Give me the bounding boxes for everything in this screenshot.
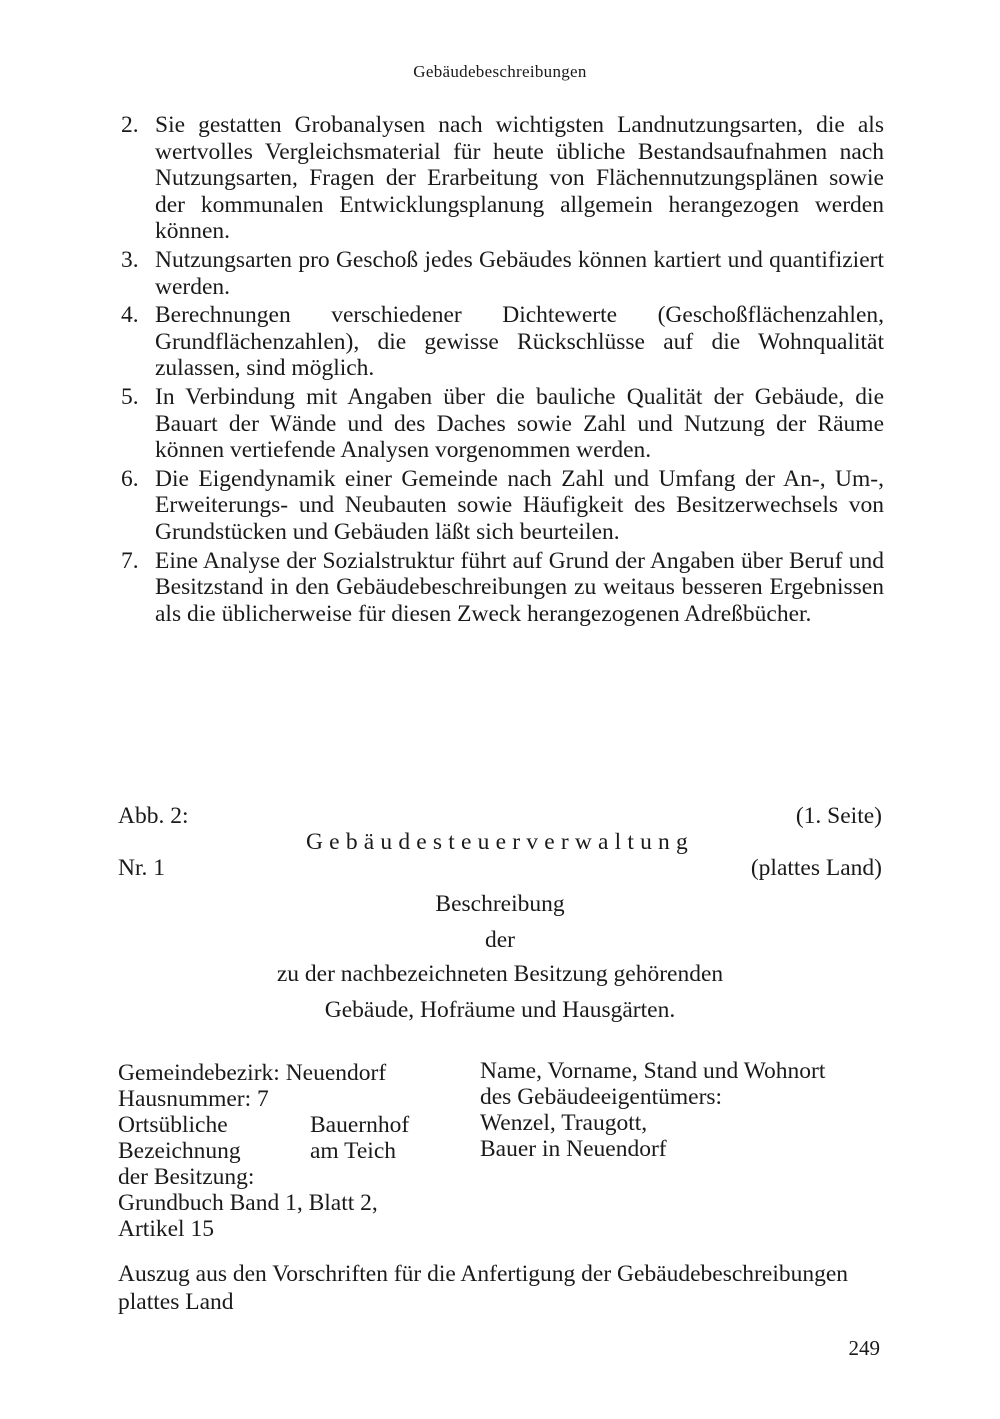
list-item bbox=[118, 548, 884, 628]
list-item bbox=[118, 112, 884, 245]
hausnummer-line: Hausnummer: 7 bbox=[118, 1086, 269, 1112]
list-item-text: Die Eigendynamik einer Gemeinde nach Zahl und Umfang der An-, Um-, Erweiterungs- und Neubauten sowie Häufigkeit des Besitzerwechsels von Grundstücken und Gebäuden läßt sich beurteilen. bbox=[155, 465, 884, 545]
ortsueblich-row bbox=[118, 1112, 458, 1138]
list-item bbox=[118, 466, 884, 546]
form-heading-4: Gebäude, Hofräume und Hausgärten. bbox=[324, 997, 676, 1023]
owner-line-1: Name, Vorname, Stand und Wohnort bbox=[480, 1058, 826, 1084]
excerpt-line-1: Auszug aus den Vorschriften für die Anfertigung der Gebäudebeschreibungen bbox=[118, 1261, 849, 1287]
owner-line-3: Wenzel, Traugott, bbox=[480, 1110, 648, 1136]
list-item-number: 3. bbox=[121, 246, 139, 273]
list-item-text: Eine Analyse der Sozialstruktur führt auf Grund der Angaben über Beruf und Besitzstand in den Gebäudebeschreibungen zu weitaus besseren Ergebnissen als die üblicherweise für diesen Zweck herangezogenen Adreßbücher. bbox=[155, 547, 884, 627]
bezeichnung-row bbox=[118, 1138, 458, 1164]
owner-details bbox=[480, 1058, 884, 1162]
property-details bbox=[118, 1060, 458, 1242]
form-number: Nr. 1 bbox=[118, 855, 165, 881]
numbered-list bbox=[118, 112, 884, 629]
list-item-text: Berechnungen verschiedener Dichtewerte (Geschoßflächenzahlen, Grundflächenzahlen), die gewisse Rückschlüsse auf die Wohnqualität zulassen, sind möglich. bbox=[155, 302, 884, 382]
list-item-text: Nutzungsarten pro Geschoß jedes Gebäudes können kartiert und quantifiziert werden. bbox=[155, 246, 884, 300]
form-title: Gebäudesteuerverwaltung bbox=[306, 829, 694, 855]
besitzung-line: der Besitzung: bbox=[118, 1164, 255, 1190]
excerpt-line-2: plattes Land bbox=[118, 1289, 234, 1315]
list-item-number: 5. bbox=[121, 383, 139, 410]
form-heading-1: Beschreibung bbox=[435, 891, 565, 917]
list-item bbox=[118, 247, 884, 300]
figure-page-note: (1. Seite) bbox=[795, 803, 882, 829]
list-item-text: In Verbindung mit Angaben über die bauliche Qualität der Gebäude, die Bauart der Wände und des Daches sowie Zahl und Nutzung der Räume können vertiefende Analysen vorgenommen werden. bbox=[155, 383, 884, 464]
list-item bbox=[118, 384, 884, 464]
form-region: (plattes Land) bbox=[750, 855, 882, 881]
list-item-text: Sie gestatten Grobanalysen nach wichtigsten Landnutzungsarten, die als wertvolles Vergleichsmaterial für heute übliche Bestandsaufnahmen nach Nutzungsarten, Fragen der Erarbeitung von Flächennutzungsplänen sowie der kommunalen Entwicklungsplanung allgemein herangezogen werden können. bbox=[155, 112, 884, 245]
running-header: Gebäudebeschreibungen bbox=[413, 62, 587, 81]
owner-line-4: Bauer in Neuendorf bbox=[480, 1136, 667, 1162]
ortsueblich-value: Bauernhof bbox=[310, 1112, 410, 1138]
artikel-line: Artikel 15 bbox=[118, 1216, 214, 1242]
list-item-number: 6. bbox=[121, 465, 139, 492]
list-item-number: 2. bbox=[121, 112, 139, 138]
form-heading-2: der bbox=[484, 927, 515, 953]
list-item-number: 7. bbox=[121, 547, 139, 574]
excerpt-note bbox=[118, 1260, 884, 1316]
list-item bbox=[118, 302, 884, 382]
list-item-number: 4. bbox=[121, 302, 139, 329]
page-number: 249 bbox=[848, 1336, 880, 1360]
figure-label: Abb. 2: bbox=[118, 803, 189, 829]
bezeichnung-label: Bezeichnung bbox=[118, 1138, 241, 1164]
form-heading-3: zu der nachbezeichneten Besitzung gehörenden bbox=[276, 961, 724, 987]
owner-line-2: des Gebäudeeigentümers: bbox=[480, 1084, 723, 1110]
bezeichnung-value: am Teich bbox=[310, 1138, 397, 1164]
grundbuch-line: Grundbuch Band 1, Blatt 2, bbox=[118, 1190, 378, 1216]
gemeinde-line: Gemeindebezirk: Neuendorf bbox=[118, 1060, 387, 1086]
ortsueblich-label: Ortsübliche bbox=[118, 1112, 228, 1138]
